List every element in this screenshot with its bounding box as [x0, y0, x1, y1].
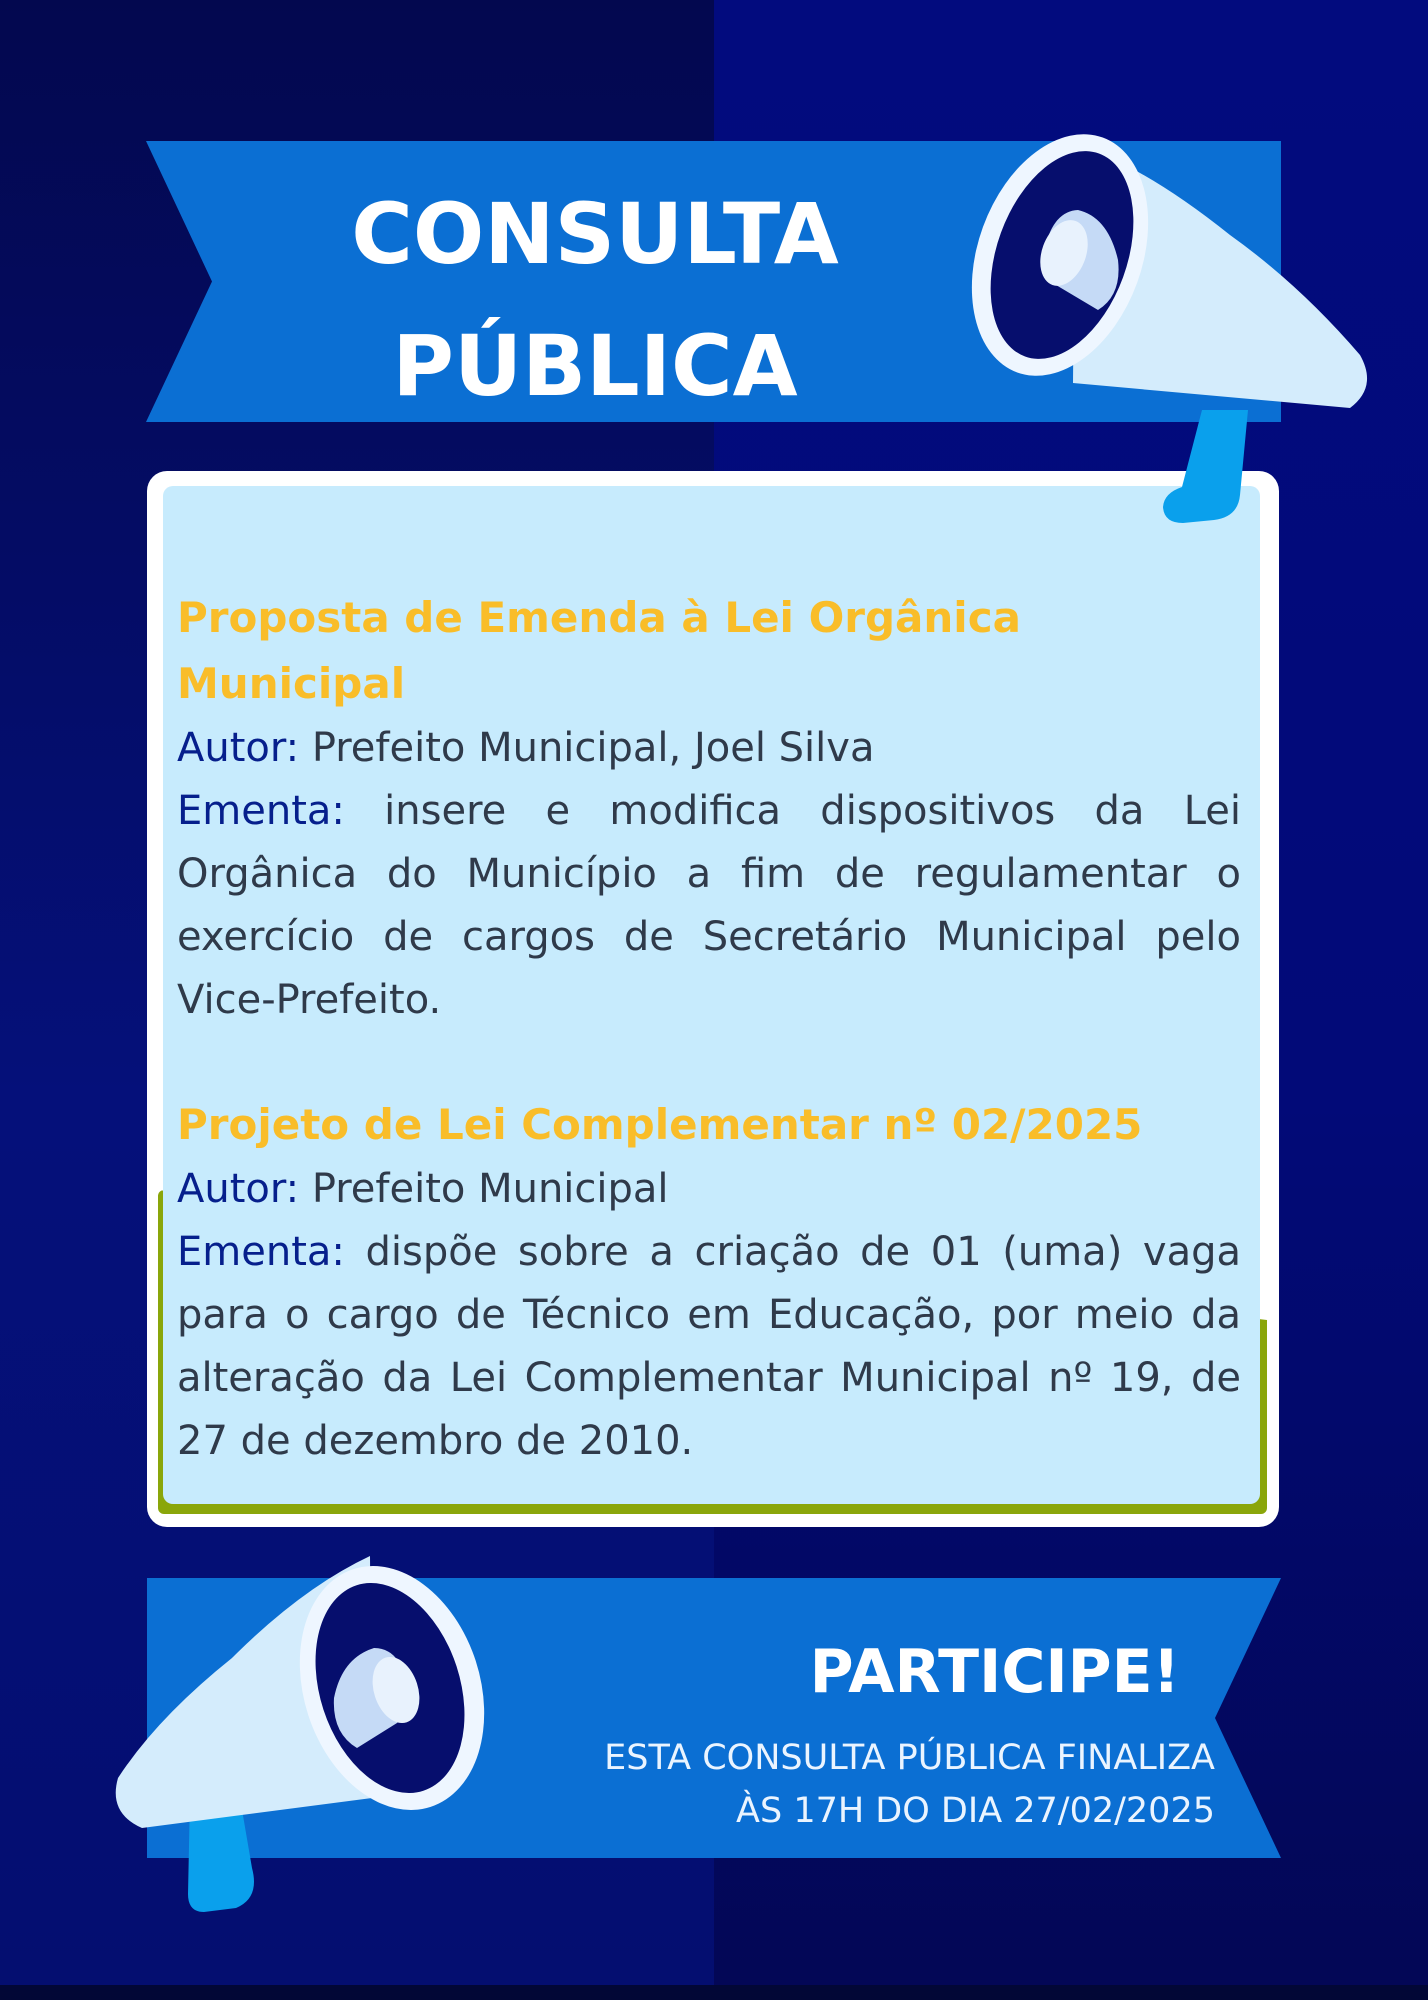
megaphone-icon	[112, 1548, 492, 1928]
section-title: Projeto de Lei Complementar nº 02/2025	[177, 1100, 1143, 1149]
title-line-2: PÚBLICA	[392, 317, 798, 415]
consultation-content	[177, 585, 1241, 1473]
megaphone-icon	[970, 125, 1375, 540]
bottom-edge	[0, 1985, 1428, 2000]
author-value: Prefeito Municipal	[311, 1166, 669, 1212]
deadline-line-2: ÀS 17H DO DIA 27/02/2025	[736, 1791, 1215, 1831]
deadline-text	[480, 1732, 1215, 1838]
deadline-line-1: ESTA CONSULTA PÚBLICA FINALIZA	[604, 1738, 1215, 1778]
ementa-text: insere e modifica dispositivos da Lei Orgânica do Município a fim de regulamentar o exercício de cargos de Secretário Municipal pelo Vice-Prefeito.	[177, 788, 1242, 1023]
title-line-1: CONSULTA	[351, 185, 839, 283]
participate-call: PARTICIPE!	[809, 1637, 1180, 1707]
ementa-paragraph	[177, 780, 1241, 1032]
author-line	[177, 1158, 1241, 1221]
author-label: Autor:	[177, 1166, 300, 1212]
author-value: Prefeito Municipal, Joel Silva	[311, 725, 875, 771]
author-line	[177, 717, 1241, 780]
ementa-label: Ementa:	[177, 788, 345, 834]
ementa-label: Ementa:	[177, 1229, 345, 1275]
ementa-paragraph	[177, 1221, 1241, 1473]
page-title	[220, 168, 970, 432]
ementa-text: dispõe sobre a criação de 01 (uma) vaga para o cargo de Técnico em Educação, por meio da alteração da Lei Complementar Municipal nº 19, de 27 de dezembro de 2010.	[177, 1229, 1241, 1464]
author-label: Autor:	[177, 725, 300, 771]
section-title: Proposta de Emenda à Lei Orgânica Municipal	[177, 593, 1021, 708]
